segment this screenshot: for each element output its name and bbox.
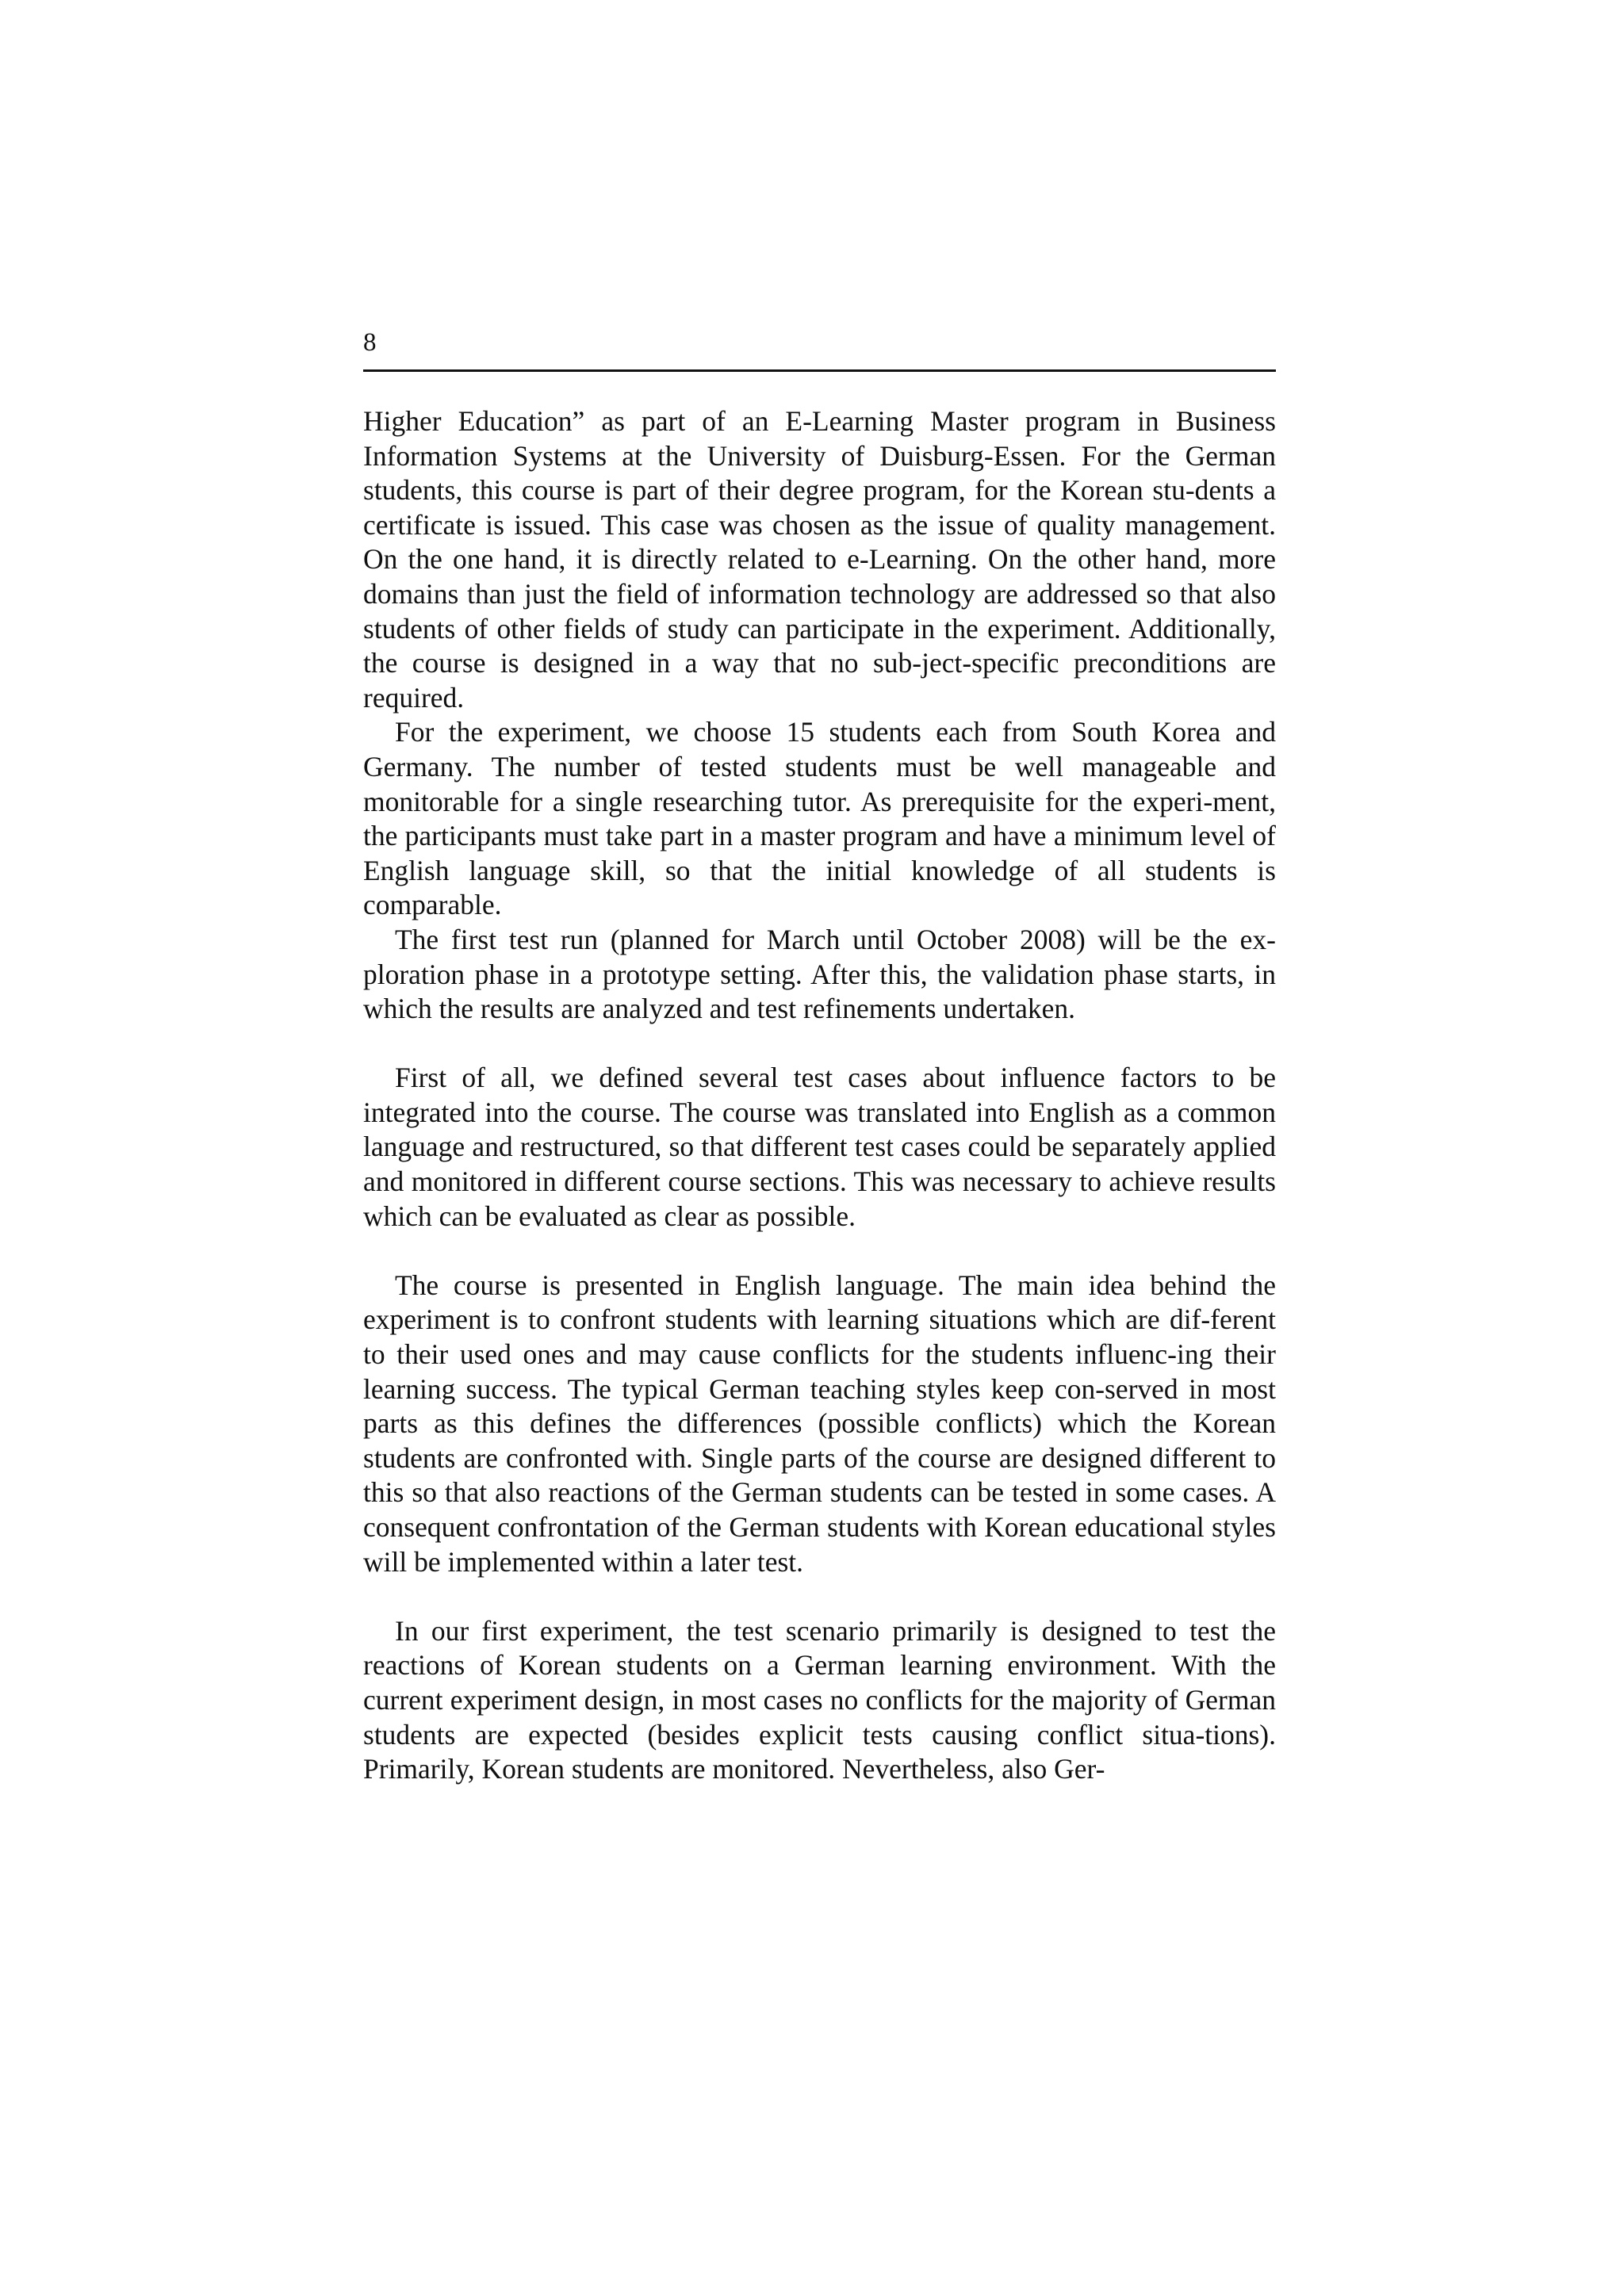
body-text <box>363 404 1276 1787</box>
paragraph-4: First of all, we defined several test cases about influence factors to be integrated into the course. The course was translated into English as a common language and restructured, so that different test cases could be separately applied and monitored in different course sections. This was necessary to achieve results which can be evaluated as clear as possible. <box>363 1062 1276 1232</box>
header-rule <box>363 369 1276 372</box>
paragraph-1: Higher Education” as part of an E-Learning Master program in Business Information Systems at the University of Duisburg-Essen. For the German students, this course is part of their degree program, for the Korean stu-dents a certificate is issued. This case was chosen as the issue of quality management. On the one hand, it is directly related to e-Learning. On the other hand, more domains than just the field of information technology are addressed so that also students of other fields of study can participate in the experiment. Additionally, the course is designed in a way that no sub-ject-specific preconditions are required. <box>363 405 1276 714</box>
page-number: 8 <box>363 328 377 357</box>
paragraph-5: The course is presented in English language. The main idea behind the experiment is to confront students with learning situations which are dif-ferent to their used ones and may cause conflicts for the students influenc-ing their learning success. The typical German teaching styles keep con-served in most parts as this defines the differences (possible conflicts) which the Korean students are confronted with. Single parts of the course are designed different to this so that also reactions of the German students can be tested in some cases. A consequent confrontation of the German students with Korean educational styles will be implemented within a later test. <box>363 1269 1276 1578</box>
paragraph-2: For the experiment, we choose 15 students each from South Korea and Germany. The number of tested students must be well manageable and monitorable for a single researching tutor. As prerequisite for the experi-ment, the participants must take part in a master program and have a minimum level of English language skill, so that the initial knowledge of all students is comparable. <box>363 716 1276 921</box>
paragraph-3: The first test run (planned for March until October 2008) will be the ex-ploration phase in a prototype setting. After this, the validation phase starts, in which the results are analyzed and test refinements undertaken. <box>363 923 1276 1025</box>
paragraph-6: In our first experiment, the test scenario primarily is designed to test the reactions of Korean students on a German learning environment. With the current experiment design, in most cases no conflicts for the majority of German students are expected (besides explicit tests causing conflict situa-tions). Primarily, Korean students are monitored. Nevertheless, also Ger- <box>363 1614 1276 1785</box>
